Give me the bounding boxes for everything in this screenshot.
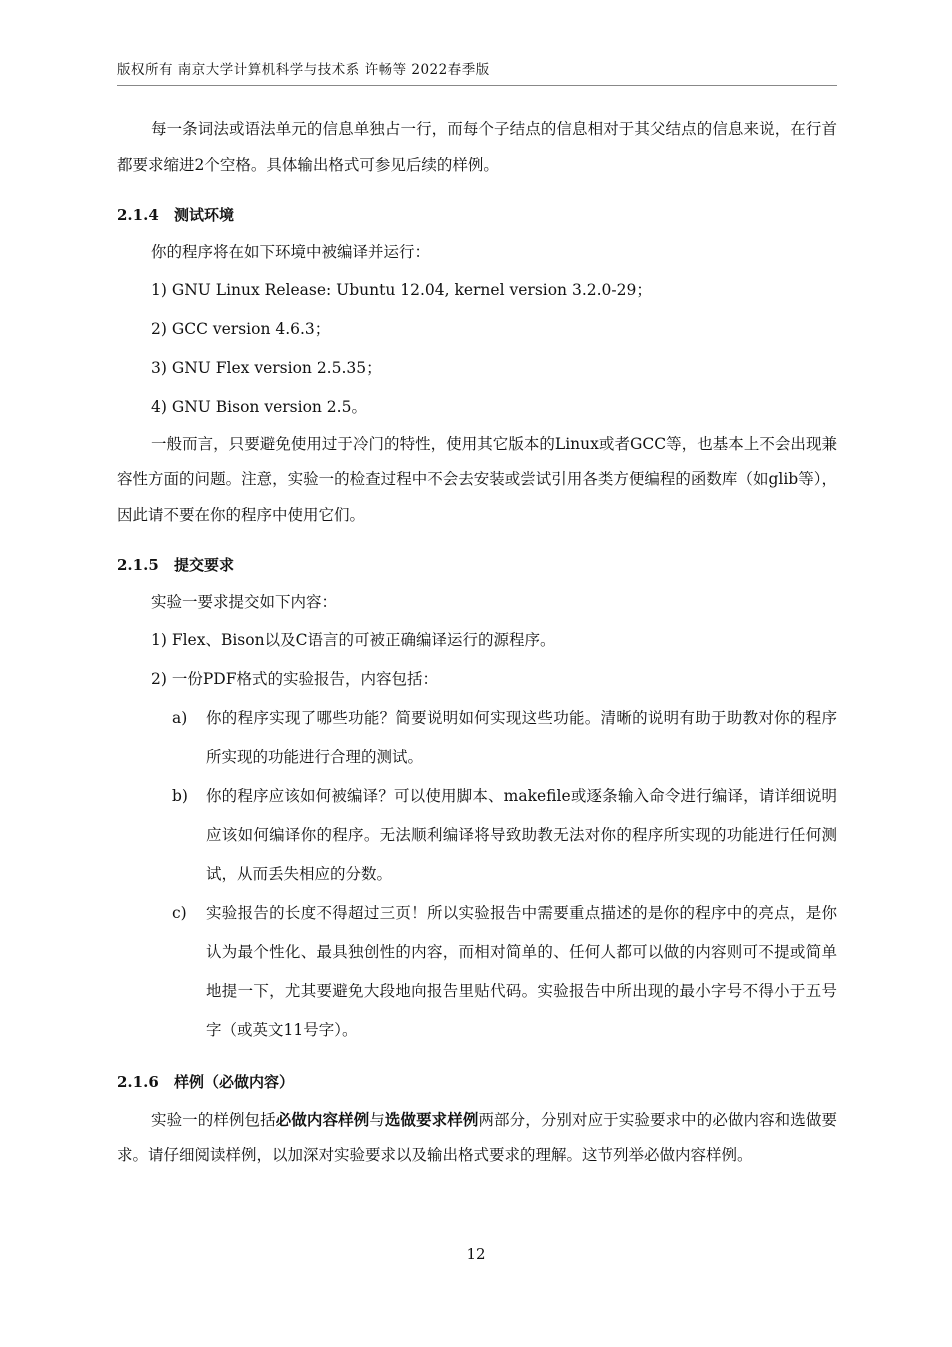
section-number: 2.1.4 [117,206,159,224]
list-item: 4) GNU Bison version 2.5。 [151,397,367,416]
subitem-label: c) [172,903,187,922]
section-title: 测试环境 [174,206,235,224]
section-heading-2-1-5 [117,545,837,585]
list-item: 2) 一份PDF格式的实验报告，内容包括： [151,669,438,688]
list-item: 1) Flex、Bison以及C语言的可被正确编译运行的源程序。 [151,630,556,649]
section-heading-2-1-6 [117,1062,837,1102]
header-divider [117,85,837,86]
subitem-label: a) [172,708,188,727]
list-item: 1) GNU Linux Release: Ubuntu 12.04, kernel version 3.2.0-29； [151,280,652,299]
env-list [117,271,837,427]
report-subitem [117,777,837,894]
env-lead: 你的程序将在如下环境中被编译并运行： [151,243,431,261]
report-subitem [117,699,837,777]
section-number: 2.1.6 [117,1072,159,1091]
required-samples-term: 必做内容样例 [275,1109,370,1129]
section-number: 2.1.5 [117,556,159,574]
report-subitem [117,894,837,1050]
section-title: 样例（必做内容） [174,1072,295,1091]
samples-text: 两部分，分别对应于实验要求中的必做内容和选做要求。请仔细阅读样例，以加深对实验要求以及输出格式要求的理解。这节列举必做内容样例。 [117,1110,837,1164]
subitem-text: 你的程序应该如何被编译？可以使用脚本、makefile或逐条输入命令进行编译，请详细说明应该如何编译你的程序。无法顺利编译将导致助教无法对你的程序所实现的功能进行任何测试，从而丢失相应的分数。 [206,786,837,883]
running-header: 版权所有 南京大学计算机科学与技术系 许畅等 2022春季版 [117,62,490,78]
page-number: 12 [466,1245,486,1263]
samples-paragraph [117,1102,837,1174]
section-title: 提交要求 [174,556,235,574]
submit-lead: 实验一要求提交如下内容： [151,593,338,611]
samples-text: 实验一的样例包括 [151,1110,276,1129]
subitem-label: b) [172,786,188,805]
samples-text: 与 [369,1110,385,1129]
section-heading-2-1-4 [117,195,837,235]
subitem-text: 实验报告的长度不得超过三页！所以实验报告中需要重点描述的是你的程序中的亮点，是你认为最个性化、最具独创性的内容，而相对简单的、任何人都可以做的内容则可不提或简单地提一下，尤其要避免大段地向报告里贴代码。实验报告中所出现的最小字号不得小于五号字（或英文11号字）。 [206,903,837,1039]
optional-samples-term: 选做要求样例 [384,1109,479,1129]
page-body [117,112,837,1174]
submit-list [117,621,837,699]
list-item: 2) GCC version 4.6.3； [151,319,331,338]
list-item: 3) GNU Flex version 2.5.35； [151,358,382,377]
intro-paragraph: 每一条词法或语法单元的信息单独占一行，而每个子结点的信息相对于其父结点的信息来说，在行首都要求缩进2个空格。具体输出格式可参见后续的样例。 [117,120,837,174]
env-note-paragraph: 一般而言，只要避免使用过于冷门的特性，使用其它版本的Linux或者GCC等，也基本上不会出现兼容性方面的问题。注意，实验一的检查过程中不会去安装或尝试引用各类方便编程的函数库（如glib等），因此请不要在你的程序中使用它们。 [117,434,837,524]
subitem-text: 你的程序实现了哪些功能？简要说明如何实现这些功能。清晰的说明有助于助教对你的程序所实现的功能进行合理的测试。 [206,708,837,766]
